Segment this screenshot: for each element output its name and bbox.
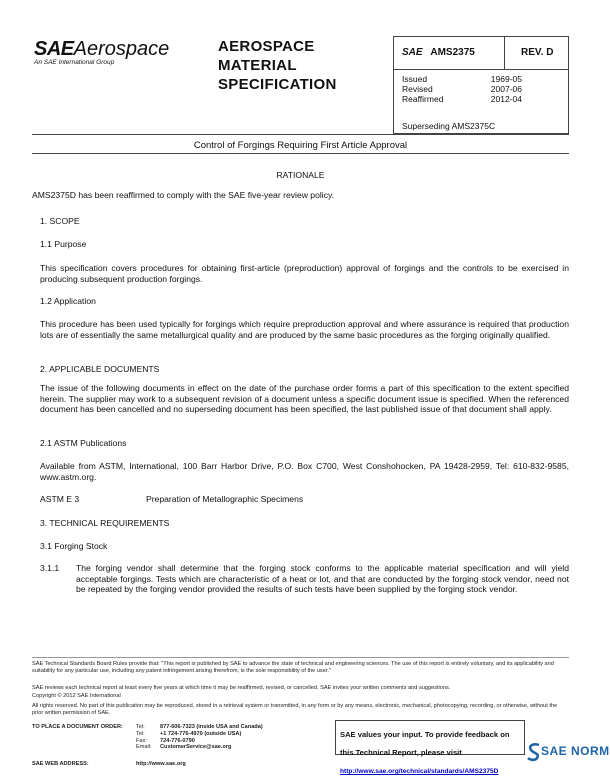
order-label: TO PLACE A DOCUMENT ORDER:	[32, 724, 123, 730]
paragraph: Available from ASTM, International, 100 Barr Harbor Drive, P.O. Box C700, West Conshohocken, PA 19428-2959, Tel: 610-832-9585, www.astm.org.	[40, 461, 569, 482]
logo	[34, 38, 204, 66]
title-line: SPECIFICATION	[218, 76, 337, 93]
doc-title	[32, 134, 569, 154]
footer-rights: All rights reserved. No part of this publication may be reproduced, stored in a retrieval system or transmitted, in any form or by any means, electronic, mechanical, photocopying, recording, or otherwise, without the prior written permission of SAE.	[32, 703, 558, 716]
rev-box	[504, 36, 569, 70]
astm-code: ASTM E 3	[40, 494, 80, 504]
astm-title: Preparation of Metallographic Specimens	[146, 494, 304, 504]
contact-value: +1 724-776-4970 (outside USA)	[160, 730, 242, 737]
section-heading: 1.2 Application	[40, 296, 96, 306]
paragraph-number: 3.1.1	[40, 563, 60, 573]
contact-label: Fax:	[136, 737, 147, 744]
contact-label: Tel:	[136, 730, 145, 737]
feedback-link[interactable]: http://www.sae.org/technical/standards/AMS2375D	[340, 768, 499, 775]
rationale-text: AMS2375D has been reaffirmed to comply with the SAE five-year review policy.	[32, 190, 335, 200]
watermark-text: SAE NORM	[541, 744, 610, 758]
contact-label: Tel:	[136, 724, 145, 730]
date-row	[402, 74, 522, 84]
web-address[interactable]: http://www.sae.org	[136, 761, 186, 767]
footer-review-text: SAE reviews each technical report at least every five years at which time it may be reaffirmed, revised, or cancelled. SAE invites your written comments and suggestions.	[32, 685, 451, 691]
feedback-text: SAE values your input. To provide feedback on this Technical Report, please visit	[340, 730, 510, 757]
contact-row	[136, 744, 263, 751]
section-heading: 1. SCOPE	[40, 216, 80, 226]
contact-value: 877-606-7323 (inside USA and Canada)	[160, 724, 263, 730]
section-heading: 2.1 ASTM Publications	[40, 438, 127, 448]
doc-number-box	[393, 36, 504, 70]
section-heading: 3. TECHNICAL REQUIREMENTS	[40, 518, 170, 528]
logo-group: An SAE International Group	[34, 59, 115, 66]
contact-row	[136, 731, 263, 738]
contact-row	[136, 724, 263, 731]
logo-aerospace: Aerospace	[73, 38, 170, 60]
title-line: MATERIAL	[218, 57, 297, 74]
superseding: Superseding AMS2375C	[402, 121, 496, 131]
contact-list	[136, 724, 263, 751]
feedback-box	[335, 720, 525, 775]
rationale-heading: RATIONALE	[276, 170, 325, 180]
doc-number: AMS2375	[430, 47, 475, 58]
footer-rule	[32, 657, 569, 658]
date-label: Revised	[402, 84, 433, 94]
contact-row	[136, 738, 263, 745]
rev-label: REV. D	[521, 47, 554, 58]
logo-sae: SAE	[34, 38, 74, 60]
footer-copyright: Copyright © 2012 SAE International	[32, 693, 121, 699]
date-value: 2007-06	[490, 84, 522, 94]
contact-label: Email:	[136, 744, 152, 751]
date-label: Reaffirmed	[402, 94, 444, 104]
date-label: Issued	[402, 74, 428, 84]
footer-rules-text: SAE Technical Standards Board Rules provide that: "This report is published by SAE to advance the state of technical and engineering sciences. The use of this report is entirely voluntary, and its applicability and suitability for any particular use, including any patent infringement arising therefrom, is the sole responsibility of the user."	[32, 661, 554, 674]
web-label: SAE WEB ADDRESS:	[32, 761, 89, 767]
paragraph: This procedure has been used typically for forgings which require preproduction approval and where assurance is required that production lots are of essentially the same metallurgical quality and are produced by the same basic procedures as the forging originally qualified.	[40, 319, 569, 340]
date-row	[402, 94, 522, 104]
section-heading: 3.1 Forging Stock	[40, 541, 108, 551]
title-line: AEROSPACE	[218, 38, 315, 55]
sae-mark: SAE	[402, 47, 423, 58]
sae-norm-watermark	[527, 743, 610, 765]
section-heading: 1.1 Purpose	[40, 239, 87, 249]
section-heading: 2. APPLICABLE DOCUMENTS	[40, 364, 160, 374]
contact-value: 724-776-0790	[160, 737, 195, 744]
paragraph: The issue of the following documents in effect on the date of the purchase order forms a part of this specification to the extent specified herein. The supplier may work to a subsequent revision of a document unless a specific document issue is specified. When the referenced document has been cancelled and no superseding document has been specified, the last published issue of that document shall apply.	[40, 383, 569, 414]
date-value: 2012-04	[490, 94, 522, 104]
date-row	[402, 84, 522, 94]
spec-title	[218, 37, 378, 94]
doc-title-text: Control of Forgings Requiring First Article Approval	[193, 140, 408, 151]
dates-box	[393, 70, 569, 134]
sae-norm-logo-icon	[527, 743, 541, 761]
contact-value[interactable]: CustomerService@sae.org	[160, 744, 232, 751]
paragraph: This specification covers procedures for obtaining first-article (preproduction) approval of forgings and the controls to be exercised in producing subsequent production forgings.	[40, 263, 569, 284]
date-value: 1969-05	[490, 74, 522, 84]
paragraph: The forging vendor shall determine that the forging stock conforms to the applicable material specification and will yield acceptable forgings. Tests which are characteristic of a heat or lot, and that are conducted by the forging stock vendor, need not be repeated by the forging vendor provided the results of such tests have been supplied by the forging stock vendor.	[76, 563, 569, 594]
